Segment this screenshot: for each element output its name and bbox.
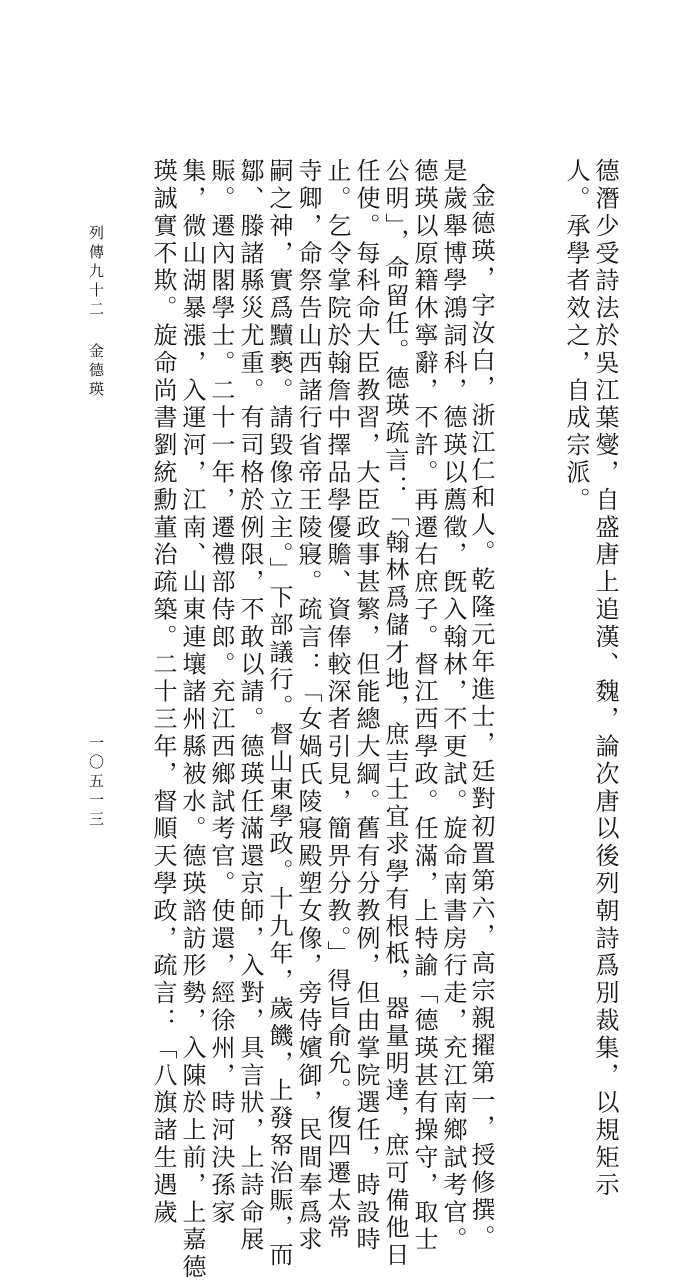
text-column-5: 德瑛以原籍休寧辭，不許。再遷右庶子。督江西學政。任滿，上特諭「德瑛甚有操守，取士 [410,158,438,1254]
text-column-12: 賑。遷內閣學士。二十一年，遷禮部侍郎。充江西鄉試考官。使還，經徐州，時河決孫家 [207,158,235,1227]
text-column-8: 止。乞令掌院於翰詹中擇品學優贍、資俸較深者引見，簡畀分教。」得旨俞允。復四遷太常 [323,158,351,1242]
text-column-6: 公明」，命留任。德瑛疏言：「翰林爲儲才地，庶吉士宜求學有根柢，器量明達，庶可備他日 [381,158,409,1270]
text-column-11: 鄒、滕諸縣災尤重。有司格於例限，不敢以請。德瑛任滿還京師，入對，具言狀，上詩命展 [236,158,264,1254]
text-column-7: 任使。每科命大臣教習，大臣政事甚繁，但能總大綱。舊有分教例，但由掌院選任，時設時 [352,158,380,1254]
page-number: 一〇五一三 [87,735,105,830]
text-column-1: 德潛少受詩法於吳江葉燮，自盛唐上追漢、魏，論次唐以後列朝詩爲別裁集，以規矩示 [591,158,619,1200]
text-column-10: 嗣之神，實爲黷褻。請毀像立主。」下部議行。督山東學政。十九年，歲饑，上發帑治賑，而 [265,158,293,1270]
running-head-name: 金德瑛 [87,343,105,400]
text-column-3: 金德瑛，字汝白，浙江仁和人。乾隆元年進士，廷對初置第六，高宗親擢第一，授修撰。 [467,183,495,1252]
running-head-section: 列傳九十二 [87,225,105,320]
text-column-4: 是歲舉博學鴻詞科，德瑛以薦徵，旣入翰林，不更試。旋命南書房行走，充江南鄉試考官。 [439,158,467,1254]
text-column-9: 寺卿，命祭告山西諸行省帝王陵寢。疏言：「女媧氏陵寢殿塑女像，旁侍嬪御，民間奉爲求 [294,158,322,1254]
text-column-13: 集，微山湖暴漲，入運河，江南、山東連壤諸州縣被水。德瑛諮訪形勢，入陳於上前，上嘉德 [178,158,206,1281]
text-column-14: 瑛誠實不欺。旋命尚書劉統勳董治疏築。二十三年，督順天學政，疏言：「八旗諸生遇歲 [149,158,177,1227]
text-column-2: 人。承學者效之，自成宗派。 [562,158,590,515]
